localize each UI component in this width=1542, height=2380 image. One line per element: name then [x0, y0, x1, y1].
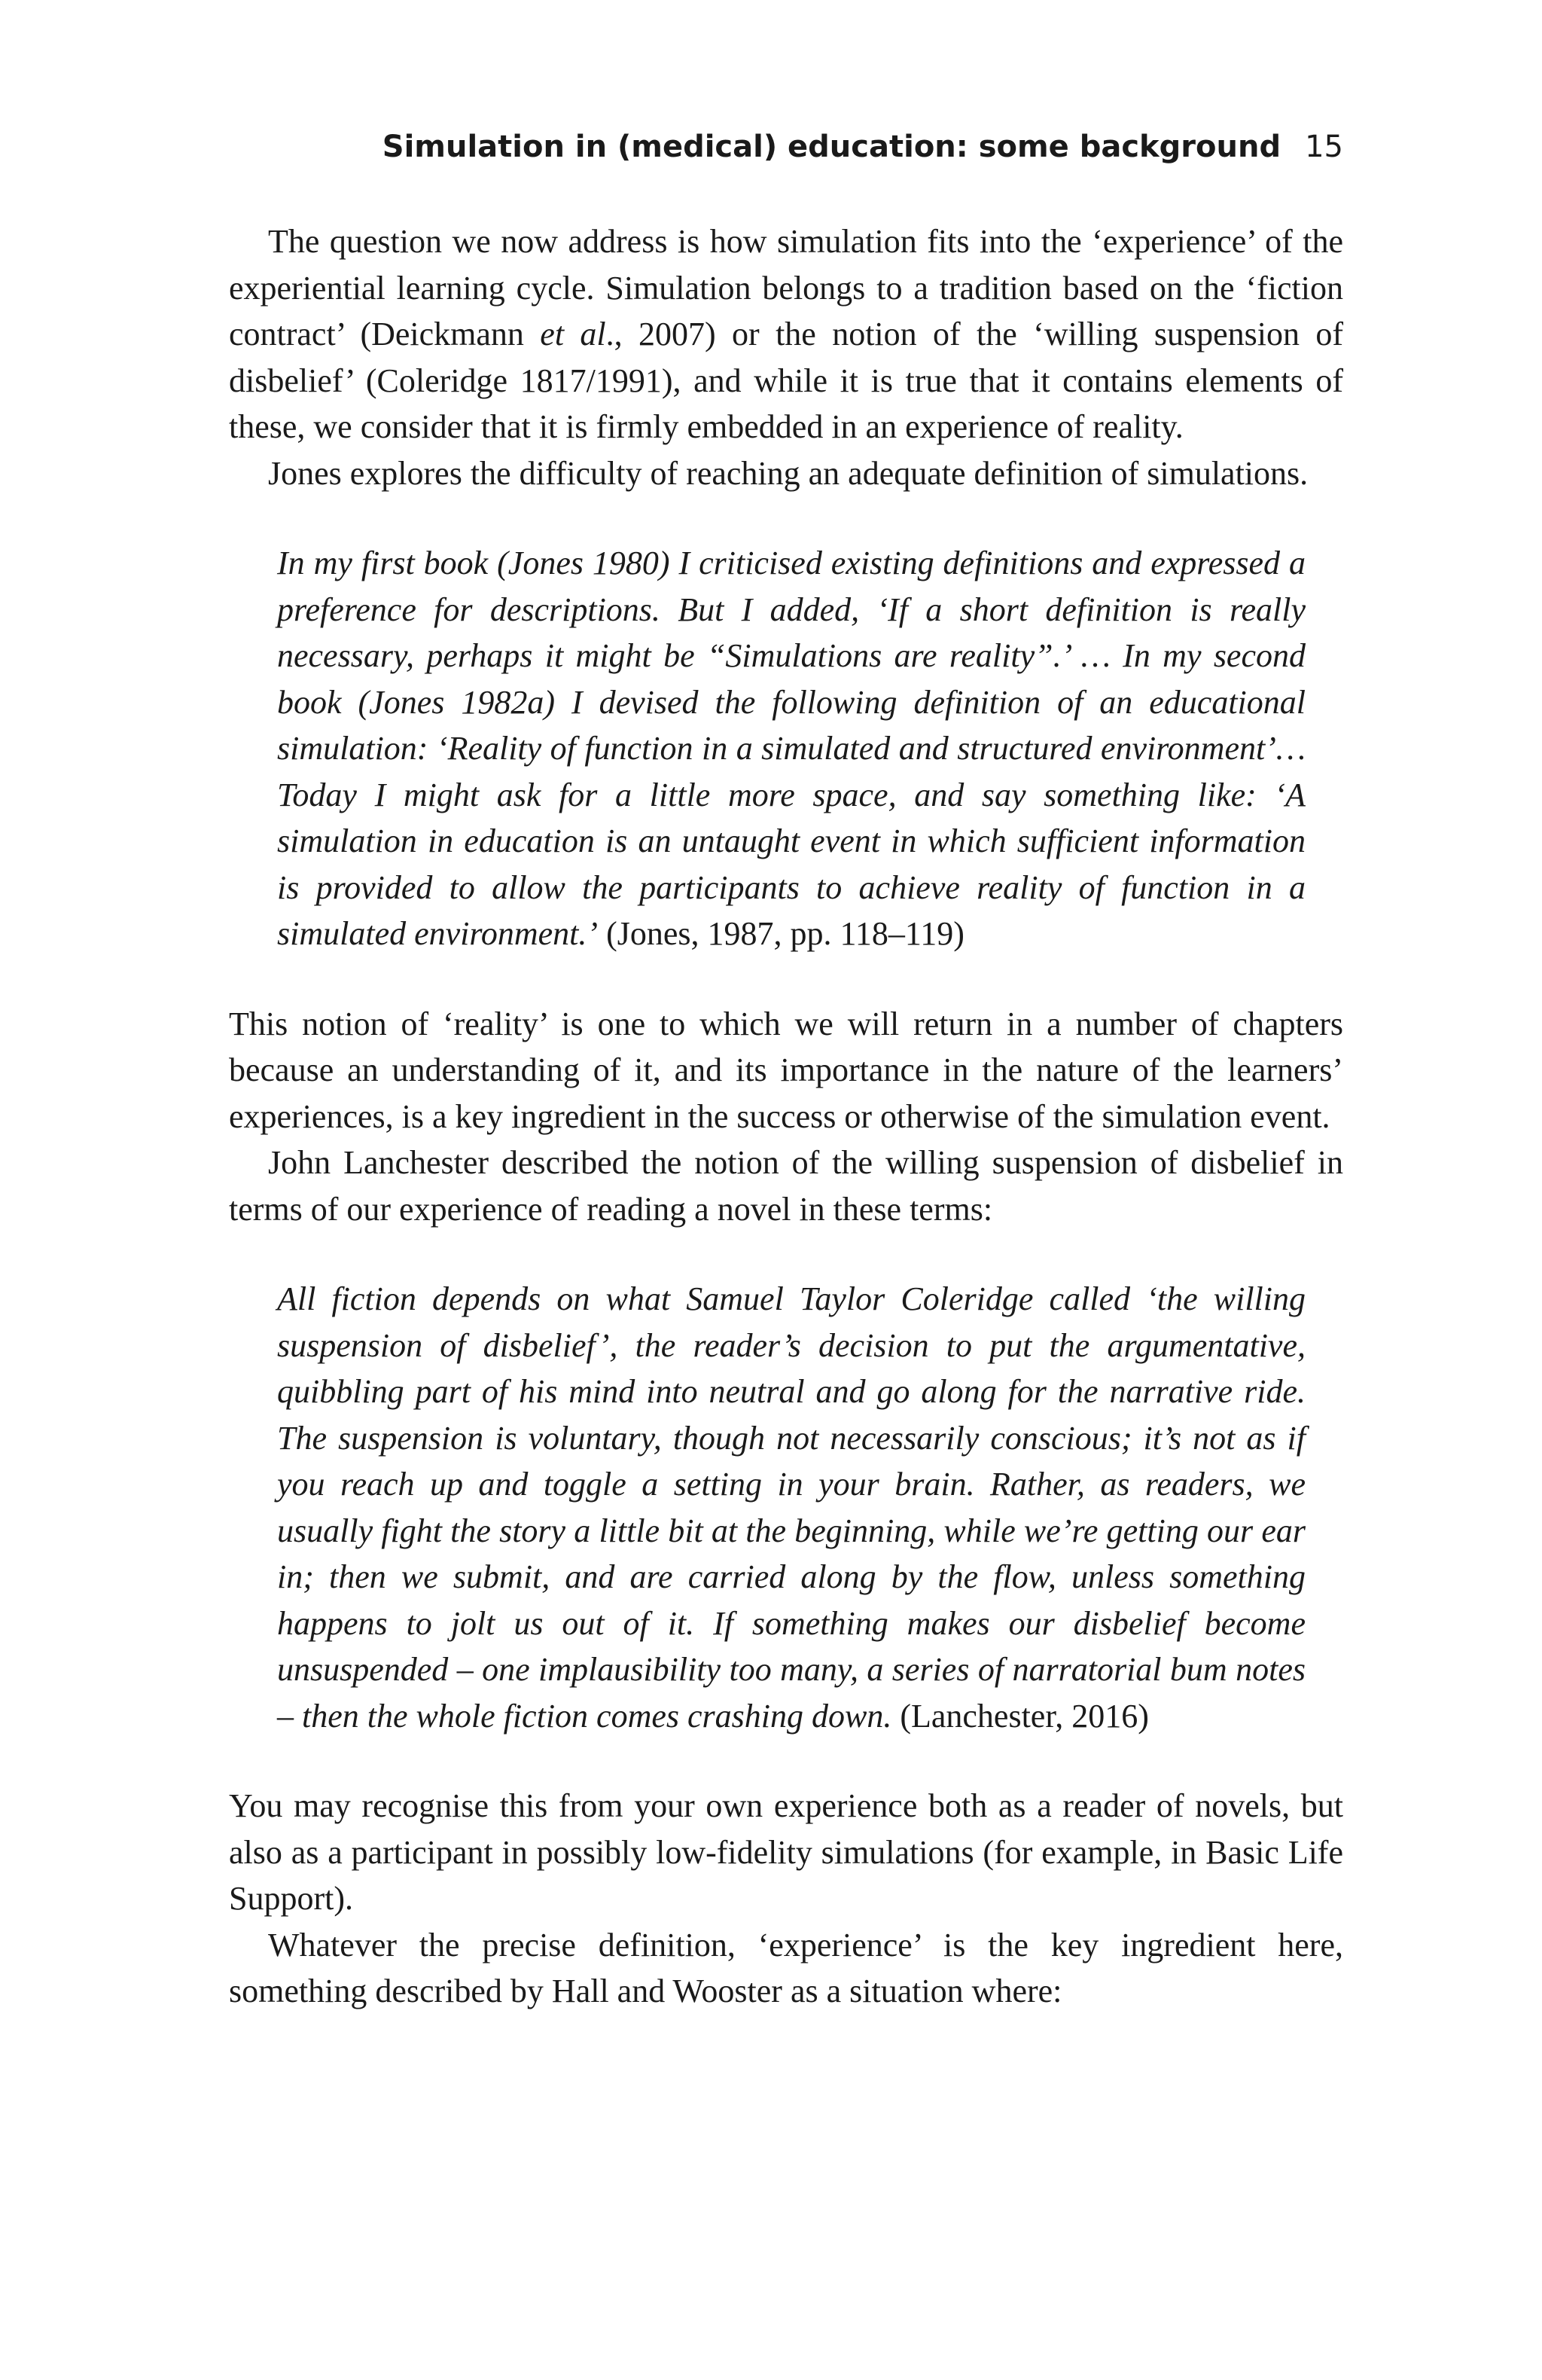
- paragraph-simulation-experience: [229, 218, 1343, 450]
- block-quote-lanchester: [229, 1276, 1343, 1739]
- emphasis-et-al: et al: [540, 316, 606, 352]
- running-title: Simulation in (medical) education: some background: [382, 130, 1281, 164]
- quote-text: In my first book (Jones 1980) I criticised existing definitions and expressed a preference for descriptions. But I added, ‘If a short definition is really necessary, perhaps it might be “Simulations are reality”.’ … In my second book (Jones 1982a) I devised the following definition of an educational simulation: ‘Reality of function in a simulated and structured environment’… Today I might ask for a little more space, and say something like: ‘A simulation in education is an untaught event in which sufficient information is provided to allow the participants to achieve reality of function in a simulated environment.’: [277, 545, 1306, 952]
- paragraph-recognise-experience: You may recognise this from your own experience both as a reader of novels, but also as a participant in possibly low-fidelity simulations (for example, in Basic Life Support).: [229, 1787, 1343, 1917]
- paragraph-notion-of-reality: This notion of ‘reality’ is one to which we will return in a number of chapters because an understanding of it, and its importance in the nature of the learners’ experiences, is a key ingredient in the success or otherwise of the simulation event.: [229, 1005, 1343, 1135]
- page-number: 15: [1305, 130, 1343, 164]
- paragraph-hall-wooster: Whatever the precise definition, ‘experience’ is the key ingredient here, something described by Hall and Wooster as a situation where:: [229, 1926, 1343, 2009]
- block-quote-jones: [229, 540, 1343, 957]
- quote-text: All fiction depends on what Samuel Taylor Coleridge called ‘the willing suspension of disbelief’, the reader’s decision to put the argumentative, quibbling part of his mind into neutral and go along for the narrative ride. The suspension is voluntary, though not necessarily conscious; it’s not as if you reach up and toggle a setting in your brain. Rather, as readers, we usually fight the story a little bit at the beginning, while we’re getting our ear in; then we submit, and are carried along by the flow, unless something happens to jolt us out of it. If something makes our disbelief become unsuspended – one implausibility too many, a series of narratorial bum notes – then the whole fiction comes crashing down.: [277, 1280, 1306, 1735]
- paragraph-lanchester-intro: John Lanchester described the notion of the willing suspension of disbelief in terms of our experience of reading a novel in these terms:: [229, 1144, 1343, 1228]
- quote-citation: (Lanchester, 2016): [891, 1697, 1149, 1735]
- quote-citation: (Jones, 1987, pp. 118–119): [598, 915, 965, 952]
- paragraph-jones-definition: Jones explores the difficulty of reaching an adequate definition of simulations.: [268, 454, 1309, 492]
- paragraph-text: ., 2007) or the notion of the ‘willing suspension of disbelief’ (Coleridge 1817/1991), and while it is true that it contains elements of these, we consider that it is firmly embedded in an experience of reality.: [229, 316, 1344, 445]
- running-head: [382, 130, 1343, 164]
- body-text: [229, 218, 1343, 2015]
- paragraph-text: The question we now address is how simulation fits into the ‘experience’ of the experiential learning cycle. Simulation belongs to a tradition based on the ‘fiction contract’ (Deickmann: [229, 223, 1343, 352]
